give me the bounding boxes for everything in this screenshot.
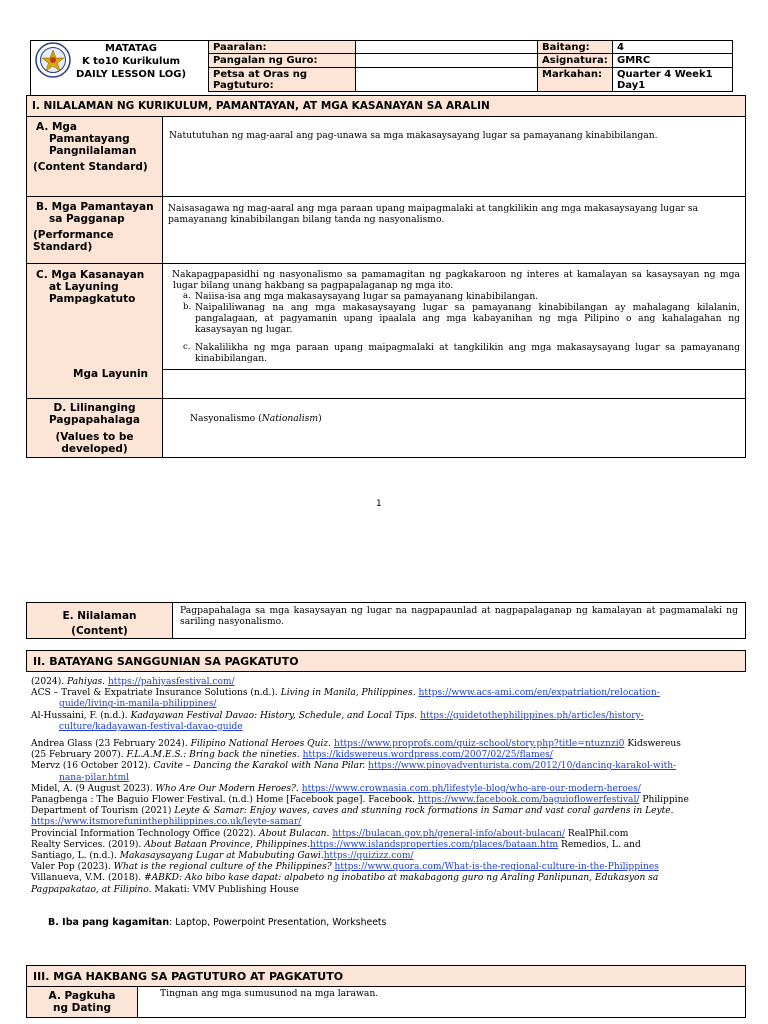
reference-item bbox=[31, 773, 746, 784]
layunin-value bbox=[162, 369, 746, 399]
reference-item: Midel, A. (9 August 2023). Who Are Our Modern Heroes?. https://www.crownasia.com.ph/lifestyle-blog/who-are-our-modern-heroes/ bbox=[31, 783, 641, 794]
reference-item: Al-Hussaini, F. (n.d.). Kadayawan Festival Davao: History, Schedule, and Local Tips. https://guidetothephilippines.ph/articles/history- bbox=[31, 710, 644, 721]
baitang-label: Baitang: bbox=[537, 40, 613, 54]
values-label: D. Lilinanging Pagpapahalaga (Values to be developed) bbox=[26, 398, 163, 458]
reference-link[interactable]: https://quizizz.com/ bbox=[323, 851, 414, 862]
guro-label: Pangalan ng Guro: bbox=[208, 53, 356, 68]
reference-item: Mervz (16 October 2012). Cavite – Dancing the Karakol with Nana Pilar. https://www.pinoyadventurista.com/2012/10/dancing-karakol-with- bbox=[31, 761, 677, 772]
objective-item: b. Naipaliliwanag na ang mga makasaysayang lugar sa pamayanang kinabibilangan ay mahalagang kilalanin, pangalagaan, at pagyamanin upang ipaalala ang mga kabayanihan ng mga Pilipino o ang kahalagahan ng kasaysayan ng lugar. bbox=[183, 302, 740, 335]
reference-item: Department of Tourism (2021) Leyte & Samar: Enjoy waves, caves and stunning rock formations in Samar and vast coral gardens in Leyte. bbox=[31, 806, 674, 817]
reference-link[interactable]: nana-pilar.html bbox=[59, 772, 129, 783]
reference-link[interactable]: https://www.itsmorefuninthephilippines.co.uk/leyte-samar/ bbox=[31, 817, 302, 828]
reference-item bbox=[31, 699, 746, 710]
content-standard-text: Natututuhan ng mag-aaral ang pag-unawa sa mga makasaysayang lugar sa pamayanang kinabibilangan. bbox=[162, 116, 746, 197]
section3-title: III. MGA HAKBANG SA PAGTUTURO AT PAGKATUTO bbox=[26, 965, 746, 987]
asignatura-value: GMRC bbox=[612, 53, 733, 68]
reference-item: Realty Services. (2019). About Bataan Province, Philippines.https://www.islandsproperties.com/places/bataan.htm Remedios, L. and bbox=[31, 839, 641, 850]
objective-item: c. Nakalilikha ng mga paraan upang maipagmalaki at tangkilikin ang mga makasaysayang lugar sa pamayanang kinabibilangan. bbox=[183, 342, 740, 364]
objectives-list bbox=[173, 291, 740, 364]
reference-link[interactable]: https://www.facebook.com/baguioflowerfestival/ bbox=[417, 795, 640, 806]
performance-standard-text: Naisasagawa ng mag-aaral ang mga paraan upang maipagmalaki at tangkilikin ang mga makasaysayang lugar sa pamayanang kinabibilangan bilang tanda ng nasyonalismo. bbox=[162, 196, 746, 264]
reference-link[interactable]: https://pahiyasfestival.com/ bbox=[107, 677, 235, 687]
page-number: 1 bbox=[376, 499, 382, 509]
petsa-value[interactable] bbox=[355, 67, 538, 92]
reference-link[interactable]: https://www.quora.com/What-is-the-regional-culture-in-the-Philippines bbox=[334, 862, 659, 873]
guro-value[interactable] bbox=[355, 53, 538, 68]
reference-item: Valer Pop (2023). What is the regional culture of the Philippines? https://www.quora.com/What-is-the-regional-culture-in-the-Philippines bbox=[31, 862, 659, 873]
header-title: MATATAG K to10 Kurikulum DAILY LESSON LOG) bbox=[75, 43, 187, 80]
baitang-value: 4 bbox=[612, 40, 733, 54]
petsa-label: Petsa at Oras ng Pagtuturo: bbox=[208, 67, 356, 92]
performance-standard-label: B. Mga Pamantayan sa Pagganap (Performance Standard) bbox=[26, 196, 163, 264]
reference-item bbox=[31, 817, 746, 828]
other-materials: B. Iba pang kagamitan: Laptop, Powerpoint Presentation, Worksheets bbox=[48, 917, 387, 928]
section2-title: II. BATAYANG SANGGUNIAN SA PAGKATUTO bbox=[26, 650, 746, 672]
references-list bbox=[31, 677, 746, 896]
reference-link[interactable]: https://bulacan.gov.ph/general-info/about-bulacan/ bbox=[332, 828, 566, 839]
reference-link[interactable]: https://www.crownasia.com.ph/lifestyle-blog/who-are-our-modern-heroes/ bbox=[301, 783, 641, 794]
paaralan-value[interactable] bbox=[355, 40, 538, 54]
reference-item: (25 February 2007). F.L.A.M.E.S.: Bring back the nineties. https://kidswereus.wordpress.com/2007/02/25/flames/ bbox=[31, 750, 553, 761]
objective-item: a. Naiisa-isa ang mga makasaysayang lugar sa pamayanang kinabibilangan. bbox=[183, 291, 539, 302]
reference-link[interactable]: culture/kadayawan-festival-davao-guide bbox=[59, 721, 243, 732]
markahan-value: Quarter 4 Week1 Day1 bbox=[612, 67, 733, 92]
reference-link[interactable]: https://www.islandsproperties.com/places/bataan.htm bbox=[309, 839, 559, 850]
reference-link[interactable]: https://kidswereus.wordpress.com/2007/02/25/flames/ bbox=[302, 750, 553, 761]
reference-item: Panagbenga : The Baguio Flower Festival. (n.d.) Home [Facebook page]. Facebook. https://www.facebook.com/baguioflowerfestival/ Philippine bbox=[31, 795, 689, 806]
section1-title: I. NILALAMAN NG KURIKULUM, PAMANTAYAN, AT MGA KASANAYAN SA ARALIN bbox=[26, 95, 746, 117]
paaralan-label: Paaralan: bbox=[208, 40, 356, 54]
content-text: Pagpapahalaga sa mga kasaysayan ng lugar na nagpapaunlad at nagpapalaganap ng kamalayan at pagmamalaki ng sariling nasyonalismo. bbox=[172, 602, 746, 639]
pagkuha-text: Tingnan ang mga sumusunod na mga larawan. bbox=[137, 986, 746, 1018]
reference-item bbox=[31, 722, 746, 733]
reference-link[interactable]: https://www.acs-ami.com/en/expatriation/relocation- bbox=[418, 688, 660, 699]
reference-link[interactable]: https://guidetothephilippines.ph/articles/history- bbox=[420, 710, 644, 721]
reference-link[interactable]: https://www.proprofs.com/quiz-school/story.php?title=ntuznzi0 bbox=[333, 739, 625, 750]
reference-item: ACS – Travel & Expatriate Insurance Solutions (n.d.). Living in Manila, Philippines. https://www.acs-ami.com/en/expatriation/relocation- bbox=[31, 688, 660, 699]
asignatura-label: Asignatura: bbox=[537, 53, 613, 68]
content-standard-label: A. Mga Pamantayang Pangnilalaman (Content Standard) bbox=[26, 116, 163, 197]
values-text: Nasyonalismo (Nationalism) bbox=[162, 398, 746, 458]
reference-link[interactable]: guide/living-in-manila-philippines/ bbox=[59, 699, 217, 710]
reference-item: Santiago, L. (n.d.). Makasaysayang Lugar at Mabubuting Gawi.https://quizizz.com/ bbox=[31, 851, 414, 862]
learning-competency-text: Nakapagpapasidhi ng nasyonalismo sa pamamagitan ng pagkakaroon ng interes at kamalayan sa kasaysayan ng mga lugar bilang unang hakbang sa pagpapalaganap ng mga ito. a. Naiisa-isa ang mga makasaysayang lugar sa pamayanang kinabibilangan. b. Naipaliliwanag na ang mga makasaysayang lugar sa pamayanang kinabibilangan ay mahalagang kilalanin, pangalagaan, at pagyamanin upang ipaalala ang mga kabayanihan ng mga Pilipino o ang kahalagahan ng kasaysayan ng lugar. c. Nakalilikha ng mga paraan upang maipagmalaki at tangkilikin ang mga makasaysayang lugar sa pamayanang kinabibilangan. bbox=[162, 263, 746, 370]
reference-item: (2024). Pahiyas. https://pahiyasfestival.com/ bbox=[31, 677, 235, 687]
reference-link[interactable]: https://www.pinoyadventurista.com/2012/10/dancing-karakol-with- bbox=[368, 761, 677, 772]
pagkuha-label: A. Pagkuha ng Dating bbox=[26, 986, 138, 1018]
reference-item: Andrea Glass (23 February 2024). Filipino National Heroes Quiz. https://www.proprofs.com/quiz-school/story.php?title=ntuznzi0 Kidswereus bbox=[31, 739, 681, 750]
reference-item: Villanueva, V.M. (2018). #ABKD: Ako bibo kase dapat: alpabeto ng inobatibo at makabagong guro ng Araling Panlipunan, Edukasyon sa bbox=[31, 873, 659, 884]
reference-item: Provincial Information Technology Office (2022). About Bulacan. https://bulacan.gov.ph/general-info/about-bulacan/ RealPhil.com bbox=[31, 828, 629, 839]
markahan-label: Markahan: bbox=[537, 67, 613, 92]
content-label: E. Nilalaman (Content) bbox=[26, 602, 173, 639]
learning-competency-label: C. Mga Kasanayan at Layuning Pampagkatuto Mga Layunin bbox=[26, 263, 163, 399]
reference-item: Pagpapakatao, at Filipino. Makati: VMV Publishing House bbox=[31, 884, 299, 895]
